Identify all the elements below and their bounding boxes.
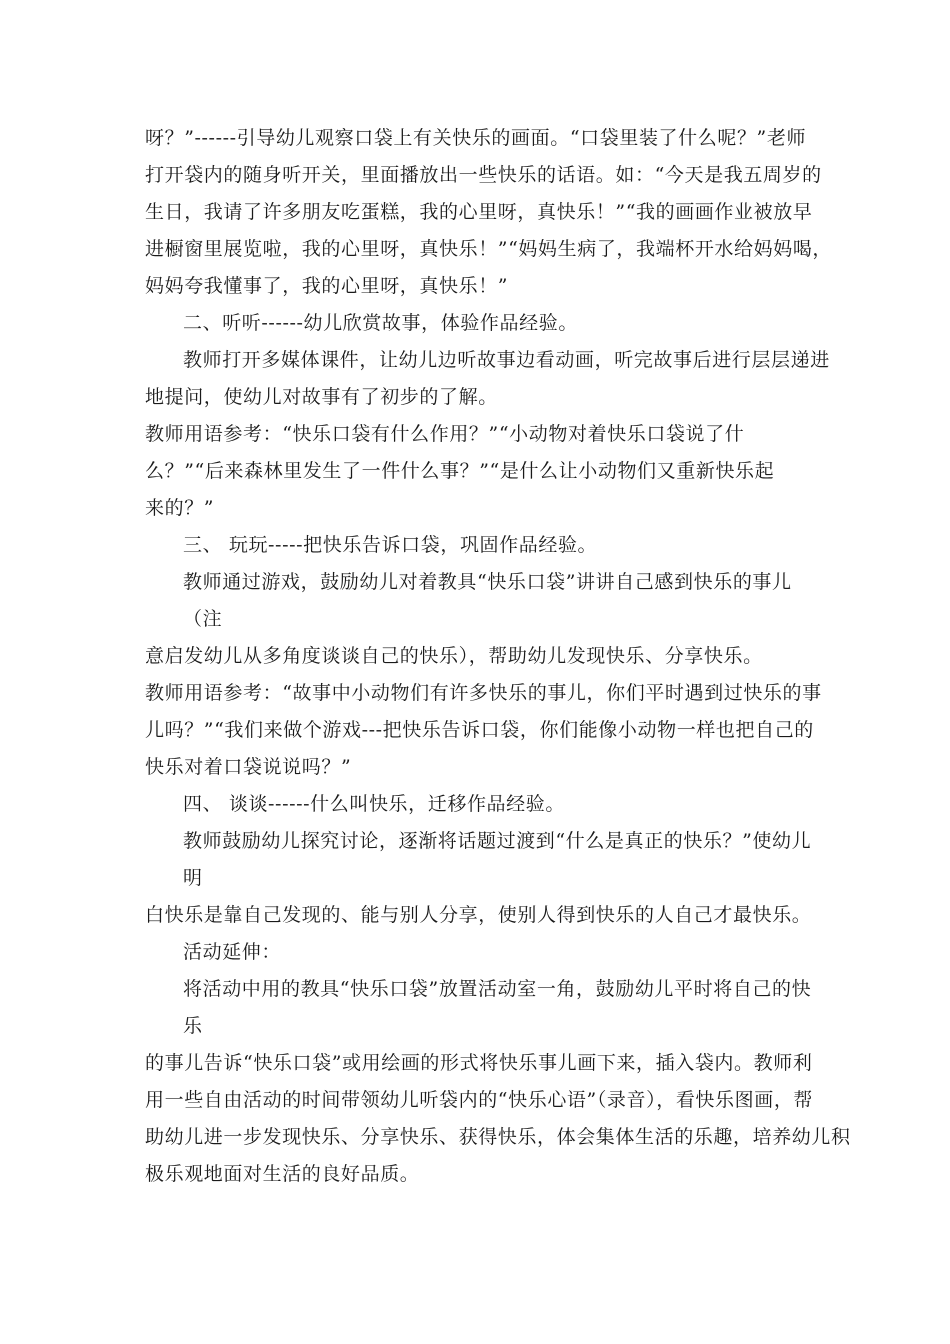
paragraph-line: 的事儿告诉“快乐口袋”或用绘画的形式将快乐事儿画下来，插入袋内。教师利	[145, 1052, 813, 1074]
paragraph-line: 乐	[183, 1015, 203, 1037]
paragraph-line: 教师打开多媒体课件，让幼儿边听故事边看动画，听完故事后进行层层递进	[183, 349, 830, 371]
paragraph-line: 进橱窗里展览啦，我的心里呀，真快乐！”“妈妈生病了，我端杯开水给妈妈喝，	[145, 238, 833, 260]
paragraph-line: （注	[183, 608, 223, 630]
paragraph-line: 极乐观地面对生活的良好品质。	[145, 1163, 420, 1185]
paragraph-line: 意启发幼儿从多角度谈谈自己的快乐），帮助幼儿发现快乐、分享快乐。	[145, 645, 763, 667]
paragraph-line: 妈妈夸我懂事了，我的心里呀，真快乐！”	[145, 275, 509, 297]
paragraph-line: 教师通过游戏，鼓励幼儿对着教具“快乐口袋”讲讲自己感到快乐的事儿	[183, 571, 792, 593]
section-heading: 四、 谈谈------什么叫快乐，迁移作品经验。	[183, 793, 565, 815]
paragraph-line: 地提问，使幼儿对故事有了初步的了解。	[145, 386, 498, 408]
paragraph-line: 用一些自由活动的时间带领幼儿听袋内的“快乐心语”（录音），看快乐图画，帮	[145, 1089, 814, 1111]
paragraph-line: 么？”“后来森林里发生了一件什么事？”“是什么让小动物们又重新快乐起	[145, 460, 775, 482]
paragraph-line: 教师鼓励幼儿探究讨论，逐渐将话题过渡到“什么是真正的快乐？”使幼儿	[183, 830, 812, 852]
paragraph-line: 呀？”------引导幼儿观察口袋上有关快乐的画面。“口袋里装了什么呢？”老师	[145, 127, 807, 149]
section-heading: 二、听听------幼儿欣赏故事，体验作品经验。	[183, 312, 578, 334]
paragraph-line: 明	[183, 867, 203, 889]
paragraph-line: 白快乐是靠自己发现的、能与别人分享，使别人得到快乐的人自己才最快乐。	[145, 904, 812, 926]
paragraph-line: 快乐对着口袋说说吗？”	[145, 756, 352, 778]
paragraph-line: 助幼儿进一步发现快乐、分享快乐、获得快乐，体会集体生活的乐趣，培养幼儿积	[145, 1126, 851, 1148]
paragraph-line: 儿吗？”“我们来做个游戏---把快乐告诉口袋，你们能像小动物一样也把自己的	[145, 719, 814, 741]
section-heading: 活动延伸：	[183, 941, 282, 963]
paragraph-line: 来的？”	[145, 497, 215, 519]
paragraph-line: 教师用语参考：“故事中小动物们有许多快乐的事儿，你们平时遇到过快乐的事	[145, 682, 822, 704]
paragraph-line: 生日，我请了许多朋友吃蛋糕，我的心里呀，真快乐！”“我的画画作业被放早	[145, 201, 813, 223]
paragraph-line: 打开袋内的随身听开关，里面播放出一些快乐的话语。如：“今天是我五周岁的	[145, 164, 822, 186]
paragraph-line: 教师用语参考：“快乐口袋有什么作用？”“小动物对着快乐口袋说了什	[145, 423, 745, 445]
paragraph-line: 将活动中用的教具“快乐口袋”放置活动室一角，鼓励幼儿平时将自己的快	[183, 978, 812, 1000]
section-heading: 三、 玩玩-----把快乐告诉口袋，巩固作品经验。	[183, 534, 598, 556]
